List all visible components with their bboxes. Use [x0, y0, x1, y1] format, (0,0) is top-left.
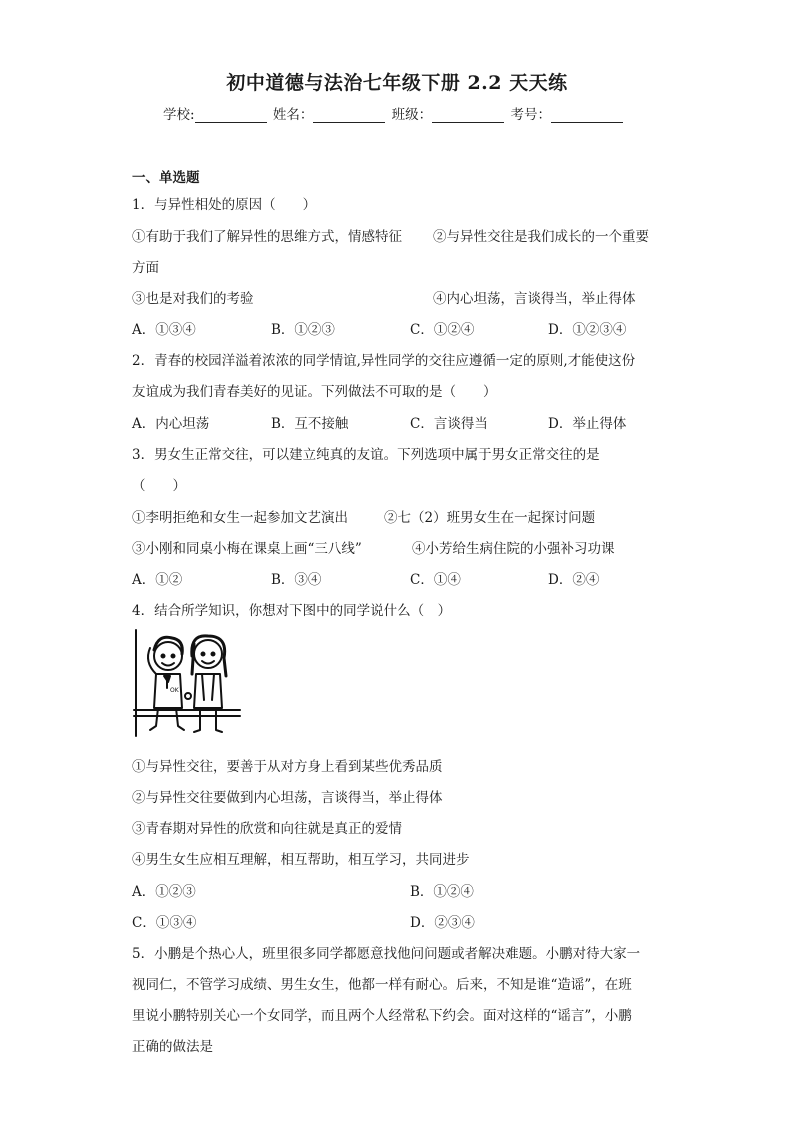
q4-item-3: ③青春期对异性的欣赏和向往就是真正的爱情: [132, 821, 402, 837]
q4-option-b[interactable]: B．①②④: [410, 884, 474, 900]
q1-stem: 1．与异性相处的原因（ ）: [132, 197, 317, 213]
q3-option-a[interactable]: A．①②: [132, 572, 183, 588]
q4-option-a[interactable]: A．①②③: [132, 884, 196, 900]
q2-stem-line2: 友谊成为我们青春美好的见证。下列做法不可取的是（ ）: [132, 384, 497, 400]
page-title: 初中道德与法治七年级下册 2.2 天天练: [226, 72, 568, 94]
q1-option-d[interactable]: D．①②③④: [548, 322, 627, 338]
q4-item-2: ②与异性交往要做到内心坦荡，言谈得当，举止得体: [132, 790, 443, 806]
q3-stem-line1: 3．男女生正常交往，可以建立纯真的友谊。下列选项中属于男女正常交往的是: [132, 447, 600, 463]
q2-option-d[interactable]: D．举止得体: [548, 416, 627, 432]
q1-item-3: ③也是对我们的考验: [132, 291, 254, 307]
q4-item-1: ①与异性交往，要善于从对方身上看到某些优秀品质: [132, 759, 443, 775]
class-label: 班级：: [391, 107, 433, 123]
q1-item-2-cont: 方面: [132, 260, 159, 276]
q4-stem: 4．结合所学知识，你想对下图中的同学说什么（ ）: [132, 603, 452, 619]
school-blank[interactable]: [195, 108, 267, 123]
q3-item-3: ③小刚和同桌小梅在课桌上画“三八线”: [132, 541, 362, 557]
exam-number-label: 考号：: [510, 107, 551, 123]
q3-option-b[interactable]: B．③④: [271, 572, 322, 588]
q4-option-d[interactable]: D．②③④: [410, 915, 475, 931]
student-info-row: [163, 103, 625, 123]
q1-option-b[interactable]: B．①②③: [271, 322, 335, 338]
svg-text:OK: OK: [170, 687, 179, 694]
q1-item-4: ④内心坦荡，言谈得当，举止得体: [433, 291, 636, 307]
class-blank[interactable]: [432, 108, 504, 123]
q5-stem-line1: 5．小鹏是个热心人，班里很多同学都愿意找他问问题或者解决难题。小鹏对待大家一: [132, 946, 641, 962]
q1-item-2: ②与异性交往是我们成长的一个重要: [433, 229, 649, 245]
exam-number-blank[interactable]: [551, 108, 623, 123]
q4-option-c[interactable]: C．①③④: [132, 915, 197, 931]
q2-option-a[interactable]: A．内心坦荡: [132, 416, 210, 432]
q4-item-4: ④男生女生应相互理解，相互帮助，相互学习，共同进步: [132, 852, 470, 868]
q5-stem-line2: 视同仁，不管学习成绩、男生女生，他都一样有耐心。后来，不知是谁“造谣”，在班: [132, 977, 632, 993]
q1-option-c[interactable]: C．①②④: [410, 322, 475, 338]
q3-option-d[interactable]: D．②④: [548, 572, 600, 588]
q2-option-b[interactable]: B．互不接触: [271, 416, 349, 432]
q5-stem-line3: 里说小鹏特别关心一个女同学，而且两个人经常私下约会。面对这样的“谣言”，小鹏: [132, 1008, 632, 1024]
q3-option-c[interactable]: C．①④: [410, 572, 461, 588]
section-heading: 一、单选题: [132, 170, 200, 186]
q5-stem-line4: 正确的做法是: [132, 1039, 213, 1055]
q1-option-a[interactable]: A．①③④: [132, 322, 196, 338]
q3-item-2: ②七（2）班男女生在一起探讨问题: [384, 510, 596, 526]
q1-item-1: ①有助于我们了解异性的思维方式，情感特征: [132, 229, 402, 245]
name-label: 姓名：: [272, 107, 314, 123]
q3-stem-line2: （ ）: [132, 478, 186, 494]
school-label: 学校:: [163, 107, 195, 123]
name-blank[interactable]: [313, 108, 385, 123]
q2-option-c[interactable]: C．言谈得当: [410, 416, 488, 432]
students-cartoon-illustration: [132, 626, 242, 738]
q3-item-4: ④小芳给生病住院的小强补习功课: [412, 541, 615, 557]
q2-stem-line1: 2．青春的校园洋溢着浓浓的同学情谊,异性同学的交往应遵循一定的原则,才能使这份: [132, 353, 636, 369]
q3-item-1: ①李明拒绝和女生一起参加文艺演出: [132, 510, 348, 526]
